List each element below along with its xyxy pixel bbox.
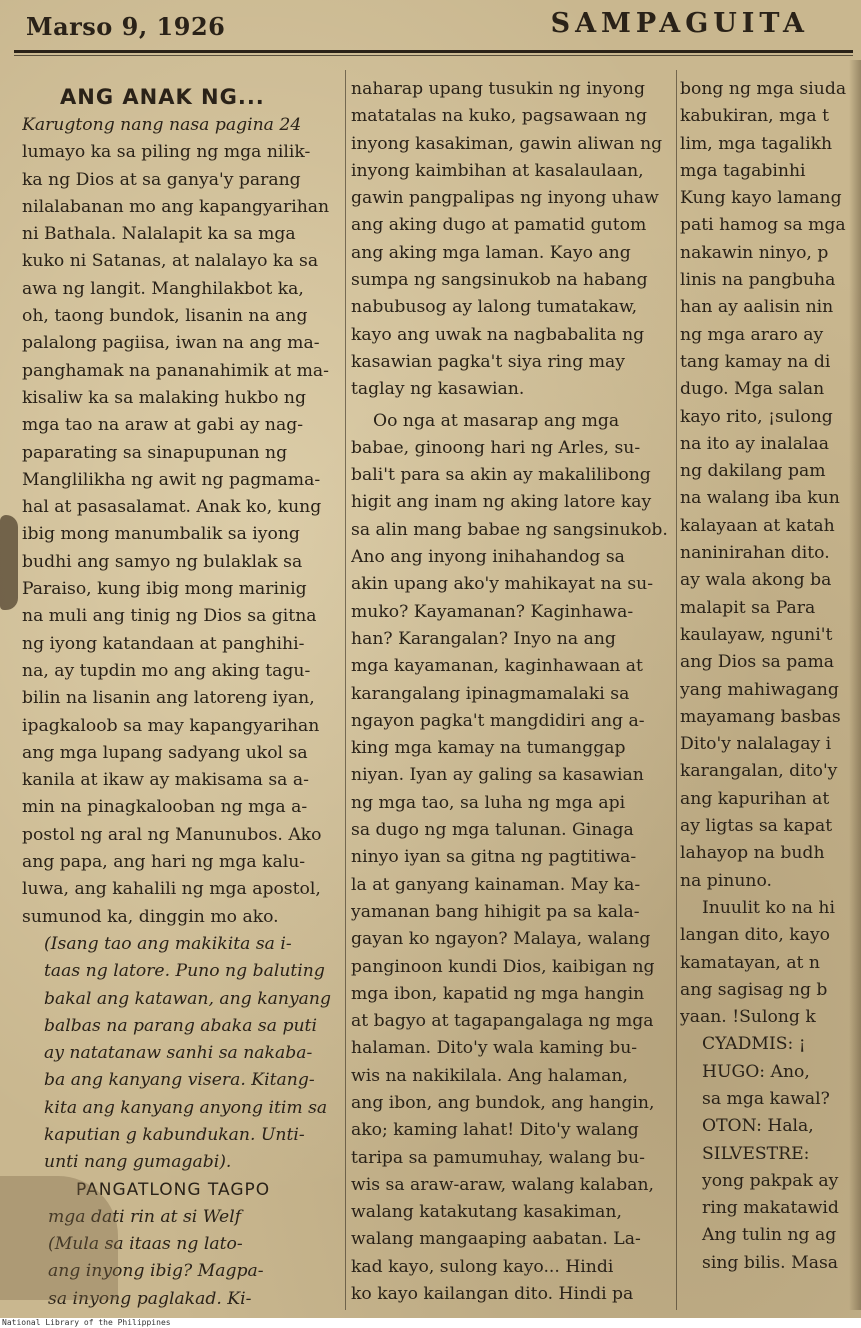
text-line: oh, taong bundok, lisanin na ang (22, 306, 308, 327)
text-line: ka ng Dios at sa ganya'y parang (22, 169, 301, 190)
text-line: wis na nakikilala. Ang halaman, (351, 1065, 628, 1086)
text-line: awa ng langit. Manghilakbot ka, (22, 278, 304, 299)
text-line: nilalabanan mo ang kapangyarihan (22, 196, 330, 217)
column-2-body (351, 76, 674, 404)
text-line: lahayop na budh (680, 843, 825, 864)
text-line: Paraiso, kung ibig mong marinig (22, 579, 307, 600)
text-line: matatalas na kuko, pagsawaan ng (351, 106, 647, 127)
text-line: (Isang tao ang makikita sa i- (44, 933, 292, 954)
text-line: bakal ang katawan, ang kanyang (44, 988, 331, 1009)
text-line: kaulayaw, nguni't (680, 624, 833, 645)
text-line: postol ng aral ng Manunubos. Ako (22, 824, 322, 845)
text-line: ibig mong manumbalik sa iyong (22, 524, 300, 545)
text-line: walang mangaaping aabatan. La- (351, 1229, 641, 1250)
page-damage-smudge (0, 515, 18, 610)
text-line: bilin na lisanin ang latoreng iyan, (22, 688, 315, 709)
text-line: Karugtong nang nasa pagina 24 (22, 115, 302, 135)
text-line: karangalang ipinagmamalaki sa (351, 683, 630, 704)
text-line: kad kayo, sulong kayo... Hindi (351, 1256, 614, 1277)
text-line: taas ng latore. Puno ng baluting (44, 961, 325, 982)
text-line: kalayaan at katah (680, 515, 835, 536)
text-line: niyan. Iyan ay galing sa kasawian (351, 765, 644, 786)
text-line: sa mga kawal? (702, 1088, 830, 1109)
text-line: inyong kaimbihan at kasalaulaan, (351, 160, 644, 181)
column-3-paragraph-2 (680, 895, 861, 1031)
text-line: sing bilis. Masa (702, 1252, 839, 1273)
text-line: SILVESTRE: (702, 1143, 810, 1164)
text-line: akin upang ako'y mahikayat na su- (351, 574, 654, 595)
text-line: ninyo iyan sa gitna ng pagtitiwa- (351, 847, 637, 868)
text-line: babae, ginoong hari ng Arles, su- (351, 437, 641, 458)
text-line: balbas na parang abaka sa puti (44, 1015, 317, 1036)
text-line: nabubusog ay lalong tumatakaw, (351, 297, 638, 318)
text-line: sa alin mang babae ng sangsinukob. (351, 519, 668, 540)
text-line: min na pinagkalooban ng mga a- (22, 797, 308, 818)
text-line: Ang tulin ng ag (702, 1225, 837, 1246)
text-line: CYADMIS: ¡ (702, 1034, 806, 1055)
article-title: ANG ANAK NG... (60, 85, 265, 109)
text-line: at bagyo at tagapangalaga ng mga (351, 1011, 654, 1032)
text-line: kayo ang uwak na nagbabalita ng (351, 324, 645, 345)
text-line: kayo rito, ¡sulong (680, 406, 833, 427)
column-3-dialog (680, 1031, 861, 1277)
text-line: bong ng mga siuda (680, 79, 847, 99)
text-line: ipagkaloob sa may kapangyarihan (22, 715, 320, 736)
text-line: naninirahan dito. (680, 543, 830, 564)
text-line: yang mahiwagang (680, 679, 839, 700)
scene-heading: PANGATLONG TAGPO (76, 1179, 271, 1200)
text-line: mga ibon, kapatid ng mga hangin (351, 983, 645, 1004)
masthead: SAMPAGUITA (550, 8, 809, 39)
page-footer (0, 1318, 861, 1328)
text-line: walang katakutang kasakiman, (351, 1202, 622, 1223)
text-line: la at ganyang kainaman. May ka- (351, 874, 641, 895)
text-line: panginoon kundi Dios, kaibigan ng (351, 956, 655, 977)
text-line: malapit sa Para (680, 597, 816, 618)
text-line: ang Dios sa pama (680, 652, 835, 673)
text-line: Oo nga at masarap ang mga (373, 410, 620, 431)
text-line: ang papa, ang hari ng mga kalu- (22, 852, 306, 873)
text-line: na muli ang tinig ng Dios sa gitna (22, 606, 317, 627)
text-line: HUGO: Ano, (702, 1061, 810, 1082)
text-line: ang aking dugo at pamatid gutom (351, 215, 647, 236)
torn-corner (0, 1176, 118, 1300)
text-line: gawin pangpalipas ng inyong uhaw (351, 188, 659, 209)
text-line: kabukiran, mga t (680, 106, 830, 127)
text-line: kanila at ikaw ay makisama sa a- (22, 770, 309, 791)
text-line: ang mga lupang sadyang ukol sa (22, 742, 308, 763)
text-line: ba ang kanyang visera. Kitang- (44, 1070, 315, 1091)
text-line: Kung kayo lamang (680, 188, 842, 209)
column-3-body (680, 76, 861, 895)
text-line: gayan ko ngayon? Malaya, walang (351, 929, 651, 950)
issue-date: Marso 9, 1926 (26, 12, 226, 41)
text-line: ni Bathala. Nalalapit ka sa mga (22, 224, 296, 245)
text-line: sumpa ng sangsinukob na habang (351, 270, 648, 291)
text-line: ay wala akong ba (680, 570, 832, 591)
text-line: karangalan, dito'y (680, 761, 838, 782)
header-rule (14, 50, 853, 53)
text-line: na, ay tupdin mo ang aking tagu- (22, 660, 311, 681)
text-line: han? Karangalan? Inyo na ang (351, 628, 616, 649)
text-line: na walang iba kun (680, 488, 840, 509)
text-line: naharap upang tusukin ng inyong (351, 79, 645, 99)
text-line: wis sa araw-araw, walang kalaban, (351, 1174, 654, 1195)
text-line: OTON: Hala, (702, 1116, 814, 1137)
text-line: ang kapurihan at (680, 788, 830, 809)
text-line: mga dati rin at si Welf (48, 1206, 242, 1227)
column-1-body (22, 112, 342, 931)
column-2 (351, 76, 674, 1308)
library-credit: National Library of the Philippines (2, 1318, 171, 1327)
text-line: ngayon pagka't mangdidiri ang a- (351, 710, 645, 731)
text-line: mga tao na araw at gabi ay nag- (22, 415, 304, 436)
text-line: Dito'y nalalagay i (680, 734, 832, 755)
text-line: king mga kamay na tumanggap (351, 738, 626, 759)
text-line: na ito ay inalalaa (680, 433, 829, 454)
text-line: Manglilikha ng awit ng pagmama- (22, 469, 321, 490)
text-line: han ay aalisin nin (680, 297, 834, 318)
column-divider-2 (676, 70, 677, 1310)
text-line: paparating sa sinapupunan ng (22, 442, 288, 463)
text-line: higit ang inam ng aking latore kay (351, 492, 652, 513)
stage-direction (22, 931, 342, 1177)
column-2-paragraph-2 (351, 408, 674, 1309)
text-line: kamatayan, at n (680, 952, 821, 973)
text-line: bali't para sa akin ay makalilibong (351, 465, 651, 486)
text-line: lim, mga tagalikh (680, 133, 833, 154)
text-line: ang aking mga laman. Kayo ang (351, 242, 631, 263)
text-line: lumayo ka sa piling ng mga nilik- (22, 142, 311, 163)
text-line: dugo. Mga salan (680, 379, 825, 400)
text-line: budhi ang samyo ng bulaklak sa (22, 551, 303, 572)
page-header (0, 0, 861, 54)
text-line: sumunod ka, dinggin mo ako. (22, 906, 279, 927)
text-line: langan dito, kayo (680, 925, 830, 946)
text-line: na pinuno. (680, 870, 772, 891)
text-line: ng mga araro ay (680, 324, 824, 345)
text-line: nakawin ninyo, p (680, 242, 829, 263)
text-line: unti nang gumagabi). (44, 1152, 232, 1173)
text-line: ay ligtas sa kapat (680, 816, 833, 837)
text-line: kita ang kanyang anyong itim sa (44, 1097, 328, 1118)
text-line: Ano ang inyong inihahandog sa (351, 547, 625, 568)
text-line: ang sagisag ng b (680, 979, 828, 1000)
text-line: inyong kasakiman, gawin aliwan ng (351, 133, 663, 154)
text-line: luwa, ang kahalili ng mga apostol, (22, 879, 321, 900)
text-line: panghamak na pananahimik at ma- (22, 360, 329, 381)
text-line: tang kamay na di (680, 351, 831, 372)
text-line: palalong pagiisa, iwan na ang ma- (22, 333, 320, 354)
text-line: ng iyong katandaan at panghihi- (22, 633, 305, 654)
text-line: sa dugo ng mga talunan. Ginaga (351, 820, 634, 841)
text-line: ko kayo kailangan dito. Hindi pa (351, 1284, 634, 1305)
text-line: pati hamog sa mga (680, 215, 846, 236)
text-line: hal at pasasalamat. Anak ko, kung (22, 497, 322, 518)
text-line: linis na pangbuha (680, 270, 836, 291)
text-line: kaputian g kabundukan. Unti- (44, 1124, 305, 1145)
text-line: kasawian pagka't siya ring may (351, 351, 625, 372)
text-line: mga tagabinhi (680, 160, 806, 181)
text-line: ang inyong ibig? Magpa- (48, 1261, 264, 1282)
column-3 (680, 76, 861, 1316)
text-line: muko? Kayamanan? Kaginhawa- (351, 601, 634, 622)
text-line: ng mga tao, sa luha ng mga api (351, 792, 626, 813)
text-line: ring makatawid (702, 1198, 839, 1219)
text-line: yamanan bang hihigit pa sa kala- (351, 901, 640, 922)
column-divider-1 (345, 70, 346, 1310)
text-line: kuko ni Satanas, at nalalayo ka sa (22, 251, 319, 272)
text-line: taripa sa pamumuhay, walang bu- (351, 1147, 645, 1168)
page-edge-shadow (849, 60, 861, 1310)
text-line: ay natatanaw sanhi sa nakaba- (44, 1043, 313, 1064)
text-line: yong pakpak ay (702, 1170, 839, 1191)
text-line: Inuulit ko na hi (702, 897, 835, 918)
text-line: ng dakilang pam (680, 461, 826, 482)
text-line: taglay ng kasawian. (351, 379, 525, 400)
text-line: yaan. !Sulong k (680, 1007, 816, 1028)
column-1 (22, 76, 342, 1313)
text-line: (Mula sa itaas ng lato- (48, 1234, 243, 1255)
text-line: halaman. Dito'y wala kaming bu- (351, 1038, 638, 1059)
header-rule-thin (14, 55, 853, 56)
text-line: kisaliw ka sa malaking hukbo ng (22, 387, 306, 408)
text-line: ako; kaming lahat! Dito'y walang (351, 1120, 639, 1141)
text-line: sa inyong paglakad. Ki- (48, 1288, 252, 1309)
text-line: ang ibon, ang bundok, ang hangin, (351, 1092, 655, 1113)
text-line: mayamang basbas (680, 706, 841, 727)
text-line: mga kayamanan, kaginhawaan at (351, 656, 643, 677)
